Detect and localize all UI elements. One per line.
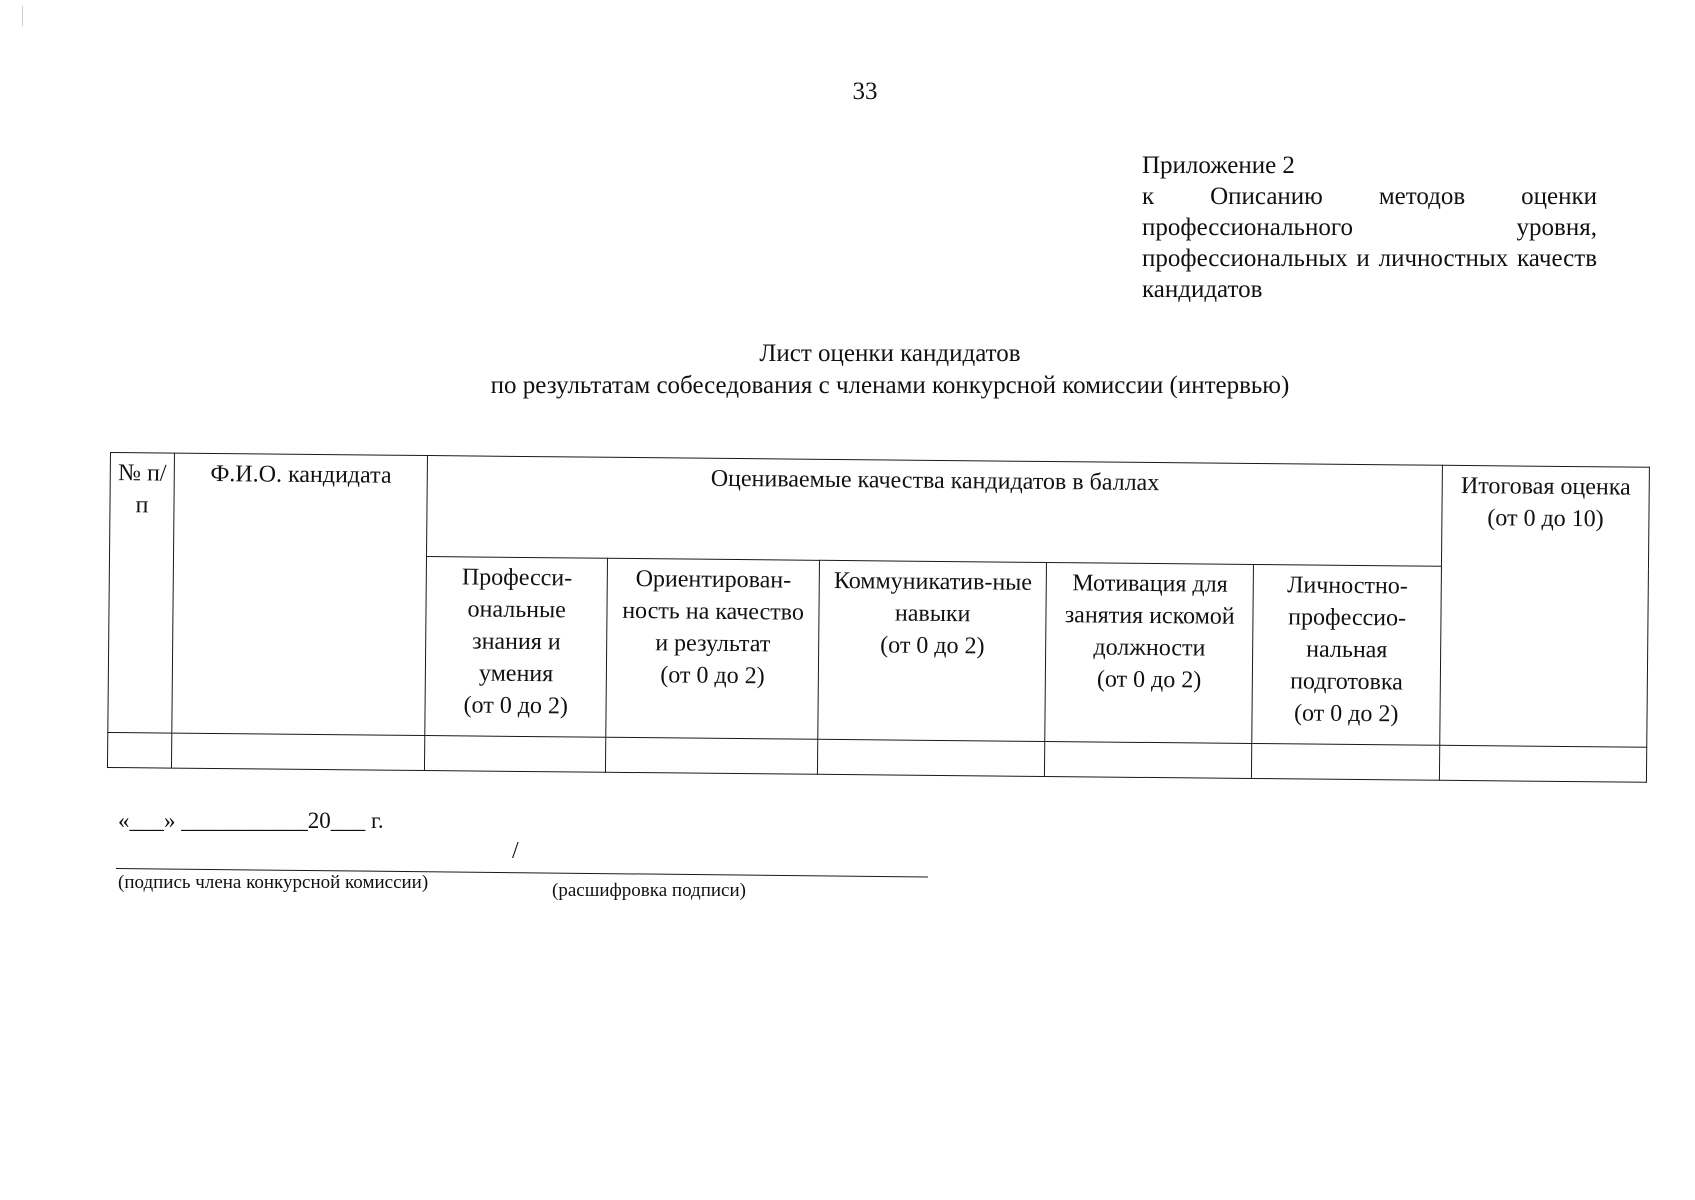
header-final-score [1440,465,1649,747]
cell-number[interactable] [107,732,171,768]
final-score-range: (от 0 до 10) [1487,505,1604,533]
subheader-label: Мотивация для занятия искомой должности [1064,570,1235,662]
header-candidate-name: Ф.И.О. кандидата [172,453,428,735]
cell-motivation[interactable] [1045,741,1252,778]
header-number: № п/п [108,453,175,734]
appendix-title: Приложение 2 [1142,152,1295,179]
subheader-range: (от 0 до 2) [1293,700,1399,728]
header-motivation [1045,562,1253,743]
subheader-label: Коммуникатив-ные навыки [833,567,1033,628]
table-header-row-1 [110,453,1650,569]
appendix-block [1142,150,1597,305]
document-title [300,338,1480,402]
cell-personal-professional-preparation[interactable] [1252,743,1440,780]
subheader-range: (от 0 до 2) [1096,666,1202,694]
cell-final-score[interactable] [1440,745,1647,782]
evaluation-table-wrapper [107,452,1660,783]
signature-slash: / [512,838,519,864]
evaluation-table [107,452,1650,783]
subheader-range: (от 0 до 2) [660,662,765,690]
header-communication-skills [818,560,1047,741]
header-quality-orientation [606,558,820,739]
subheader-range: (от 0 до 2) [463,692,569,720]
subheader-label: Професси-ональные знания и умения [461,564,573,688]
signature-caption: (подпись члена конкурсной комиссии) [118,872,429,893]
subheader-range: (от 0 до 2) [880,632,985,660]
cell-communication-skills[interactable] [817,739,1045,776]
cell-candidate-name[interactable] [172,733,426,770]
header-professional-knowledge [425,557,608,738]
scan-edge-mark [22,6,23,26]
cell-professional-knowledge[interactable] [425,736,606,773]
subheader-label: Личностно-профессио-нальная подготовка [1287,572,1408,696]
document-title-line-1: Лист оценки кандидатов [759,340,1021,367]
header-evaluated-qualities: Оцениваемые качества кандидатов в баллах [427,456,1443,567]
signature-decoding-caption: (расшифровка подписи) [552,880,746,901]
document-title-line-2: по результатам собеседования с членами конкурсной комиссии (интервью) [490,372,1290,399]
page-number: 33 [852,78,878,105]
date-line[interactable]: «___» ___________20___ г. [118,808,384,833]
final-score-label: Итоговая оценка [1460,472,1631,501]
subheader-label: Ориентирован-ность на качество и результат [622,566,805,658]
header-personal-professional-preparation [1252,564,1442,745]
cell-quality-orientation[interactable] [606,737,818,774]
appendix-body: к Описанию методов оценки профессионального уровня, профессиональных и личностных качеств кандидатов [1142,183,1597,303]
